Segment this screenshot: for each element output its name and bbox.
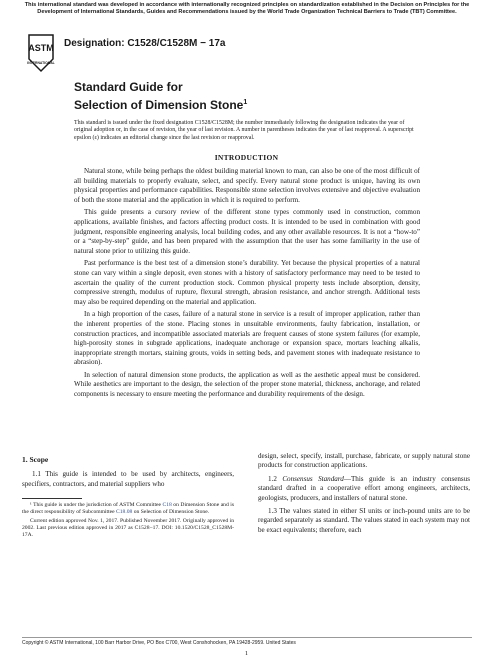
designation-label: Designation: C1528/C1528M [64,38,198,49]
committee-link[interactable]: C18 [162,502,172,508]
page-number: 1 [244,650,249,657]
wto-notice: This international standard was developed in accordance with internationally recognized principles on standardization established in the Decision on Principles for the Development of International Standards, Guides and Recommendations issued by the World Trade Organization Technical Barriers to Trade (TBT) Committee. [24,2,470,15]
title-line-2: Selection of Dimension Stone [74,98,244,112]
footnote-rule [22,498,82,499]
scope-paragraph-1-1: 1.1 This guide is intended to be used by architects, engineers, specifiers, contractors, and material suppliers who [22,470,234,488]
svg-text:INTERNATIONAL: INTERNATIONAL [27,61,55,65]
introduction-heading: INTRODUCTION [214,153,279,162]
consensus-term: Consensus Standard [282,474,344,483]
scope-paragraph-1-1-cont: design, select, specify, install, purchase, fabricate, or supply natural stone products for construction applications. [258,452,470,470]
scope-paragraph-1-3: 1.3 The values stated in either SI units or inch-pound units are to be regarded separately as standard. The values stated in each system may not be exact equivalents; therefore, each [258,507,470,534]
designation-suffix: − 17a [197,38,226,49]
footnote-1: ¹ This guide is under the jurisdiction of ASTM Committee C18 on Dimension Stone and is the direct responsibility of Subcommittee C18.08 on Selection of Dimension Stone. [22,502,235,515]
intro-paragraph: Past performance is the best test of a dimension stone’s durability. Yet because the physical properties of a natural stone can vary within a single deposit, even stones with a history of satisfactory performance may need to be tested to ascertain the quality of the current production stock. Common physical property tests include absorption, density, compressive strength, modulus of rupture, flexural strength, abrasion resistance, and anchor strength. Additional tests may also be required depending on the material and application. [74,259,420,306]
intro-paragraph: In a high proportion of the cases, failure of a natural stone in service is a result of improper application, rather than the inherent properties of the stone. Placing stones in unsuitable environments, faulty fabrication, installation, or construction practices, and incompatible associated materials are frequent causes of stone system failures (for example, high-porosity stones in subgrade applications, inadequate anchorage or expansion space, mortars leaching alkalis, inappropriate strength mortars, staining grouts, voids in setting beds, and pavement stones with inadequate resistance to abrasion). [74,310,420,367]
right-column [258,452,470,539]
intro-paragraph: This guide presents a cursory review of the different stone types commonly used in construction, common applications, available finishes, and factors affecting product costs. It is intended to be used in combination with good judgment, responsible engineering analysis, local building codes, and any other available resources. It is not a “how-to” or a “step-by-step” guide, and has been prepared with the assumption that the user has some familiarity in the use of natural stone prior to utilizing this guide. [74,208,420,255]
left-column [22,452,234,493]
subcommittee-link[interactable]: C18.08 [116,509,133,515]
title-line-1: Standard Guide for [74,80,183,94]
intro-paragraph: In selection of natural dimension stone products, the application as well as the aesthetic appeal must be considered. While aesthetics are important to the design, the selection of the proper stone material, thickness, anchorage, and related components is necessary to ensure meeting the performance and durability requirements of the design. [74,370,420,399]
document-title [74,80,247,113]
copyright: Copyright © ASTM International, 100 Barr Harbor Drive, PO Box C700, West Conshohocken, PA 19428-2959. United States [22,640,296,646]
footer-rule [22,637,472,638]
standard-note: This standard is issued under the fixed designation C1528/C1528M; the number immediately following the designation indicates the year of original adoption or, in the case of revision, the year of last revision. A number in parentheses indicates the year of last reapproval. A superscript epsilon (ε) indicates an editorial change since the last revision or reapproval. [74,120,414,141]
svg-text:ASTM: ASTM [28,43,54,53]
introduction-body [74,167,420,403]
scope-heading: 1. Scope [22,455,49,464]
intro-paragraph: Natural stone, while being perhaps the oldest building material known to man, can also be one of the most difficult of all building materials to properly evaluate, select, and specify. Every natural stone product is unique, having its own physical properties and performance capabilities. Responsible stone selection involves extensive and objective evaluation of both the stone material and the application in which it is required to perform. [74,167,420,204]
designation [64,38,225,49]
title-footnote-ref: 1 [243,99,248,106]
scope-paragraph-1-2: 1.2 Consensus Standard—This guide is an industry consensus standard drafted in a cooperative effort among engineers, architects, geologists, producers, and installers of natural stone. [258,474,470,502]
footnote-edition: Current edition approved Nov. 1, 2017. Published November 2017. Originally approved in 2002. Last previous edition approved in 2017 as C1528−17. DOI: 10.1520/C1528_C1528M-17A. [22,518,234,538]
astm-logo [26,29,56,73]
footnotes [22,502,234,541]
